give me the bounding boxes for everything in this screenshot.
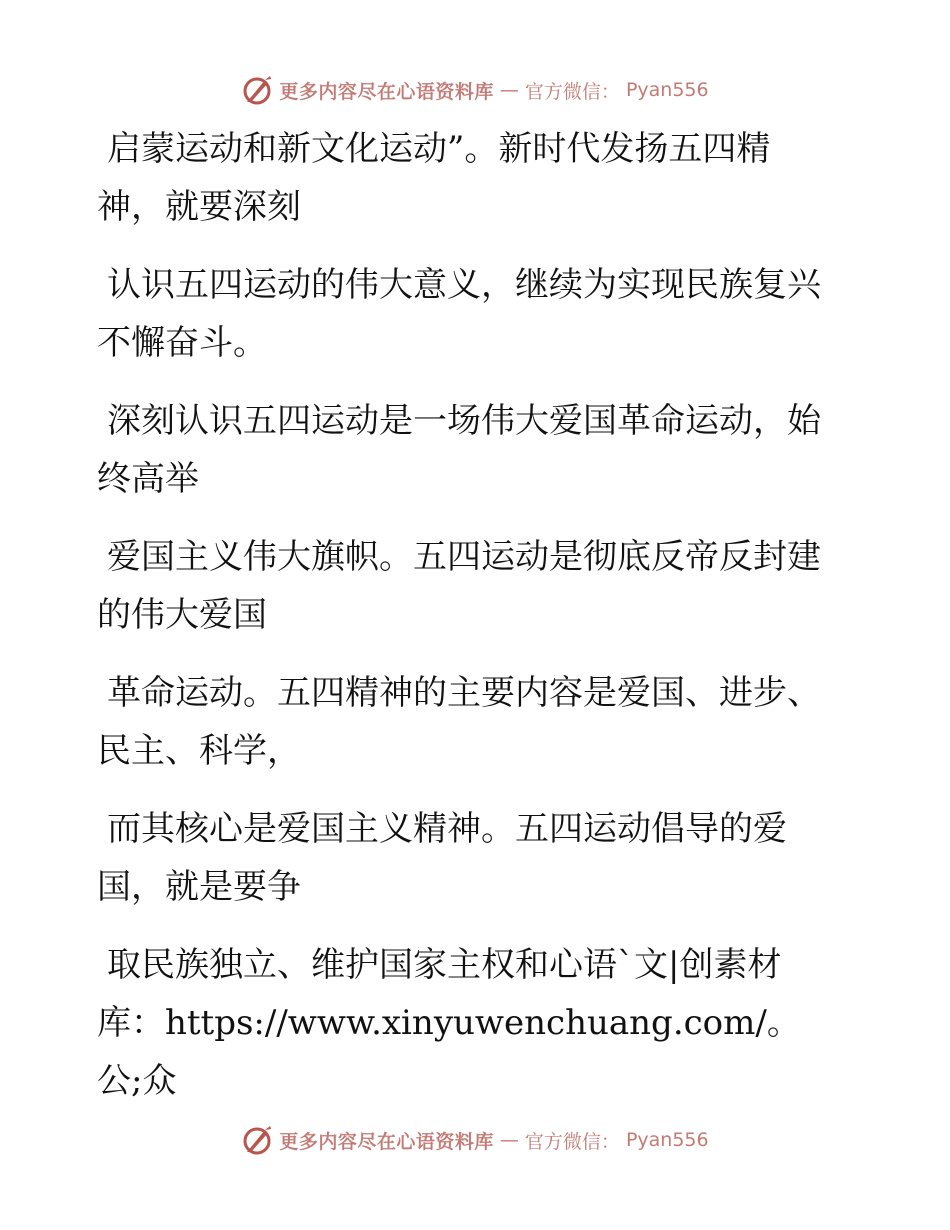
paragraph xyxy=(97,800,837,916)
paragraph-line: 民主、科学， xyxy=(97,731,301,771)
paragraph xyxy=(97,256,837,372)
document-body xyxy=(97,120,837,1130)
quill-pen-logo-icon xyxy=(241,74,273,106)
banner-separator: — xyxy=(499,79,519,101)
banner-wechat-label: 官方微信： xyxy=(524,1130,620,1153)
paragraph-line: 不懈奋斗。 xyxy=(97,323,267,363)
paragraph-line: 取民族独立、维护国家主权和心语`文|创素材 xyxy=(107,945,782,985)
banner-wechat-label: 官方微信： xyxy=(524,80,620,103)
paragraph-line: 的伟大爱国 xyxy=(97,595,267,635)
paragraph xyxy=(97,528,837,644)
footer-banner xyxy=(0,1120,950,1160)
quill-pen-logo-icon xyxy=(241,1124,273,1156)
paragraph xyxy=(97,392,837,508)
banner-wechat-id: Pyan556 xyxy=(625,79,709,101)
banner-wechat-id: Pyan556 xyxy=(625,1129,709,1151)
paragraph-line: 启蒙运动和新文化运动”。新时代发扬五四精 xyxy=(107,129,771,169)
paragraph-line: 神，就要深刻 xyxy=(97,187,301,227)
paragraph xyxy=(97,936,837,1110)
banner-separator: — xyxy=(499,1129,519,1151)
paragraph-line: 认识五四运动的伟大意义，继续为实现民族复兴 xyxy=(107,265,821,305)
paragraph-line: 革命运动。五四精神的主要内容是爱国、进步、 xyxy=(107,673,821,713)
paragraph-line: 国，就是要争 xyxy=(97,867,301,907)
paragraph-line: 而其核心是爱国主义精神。五四运动倡导的爱 xyxy=(107,809,787,849)
banner-site-text: 更多内容尽在心语资料库 xyxy=(279,1130,494,1153)
paragraph xyxy=(97,120,837,236)
paragraph xyxy=(97,664,837,780)
paragraph-line: 爱国主义伟大旗帜。五四运动是彻底反帝反封建 xyxy=(107,537,821,577)
paragraph-line: 终高举 xyxy=(97,459,199,499)
paragraph-line: 深刻认识五四运动是一场伟大爱国革命运动，始 xyxy=(107,401,821,441)
header-banner xyxy=(0,70,950,110)
paragraph-line: 库：https://www.xinyuwenchuang.com/。公;众 xyxy=(97,1003,801,1101)
banner-site-text: 更多内容尽在心语资料库 xyxy=(279,80,494,103)
